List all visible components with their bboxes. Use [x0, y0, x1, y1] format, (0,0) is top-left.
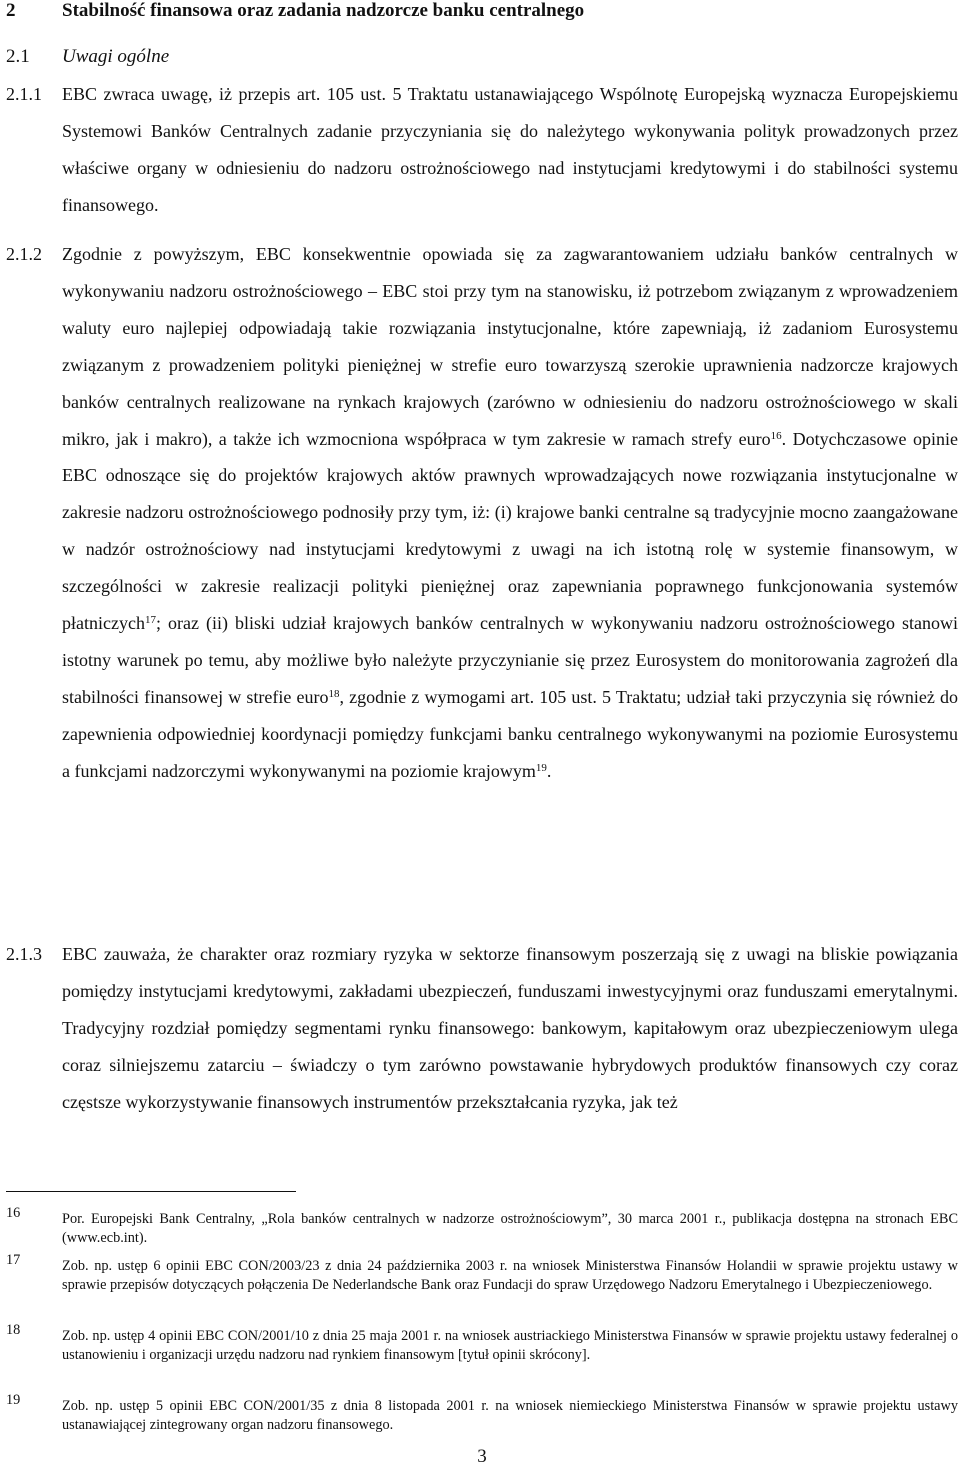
paragraph-number: 2.1.3	[6, 944, 42, 964]
footnote-18	[6, 1322, 958, 1365]
section-heading	[6, 0, 946, 24]
section-title: Stabilność finansowa oraz zadania nadzorcze banku centralnego	[62, 0, 585, 21]
footnote-ref-16[interactable]: 16	[770, 429, 782, 442]
footnote-text: Zob. np. ustęp 4 opinii EBC CON/2001/10 z dnia 25 maja 2001 r. na wniosek austriackiego Ministerstwa Finansów w sprawie projektu ustawy federalnej o ustanowieniu i organizacji urzędu nadzoru nad rynkiem finansowym [tytuł opinii skrócony].	[62, 1328, 958, 1363]
footnote-17	[6, 1252, 958, 1295]
page-number-text: 3	[477, 1446, 487, 1467]
footnote-number: 18	[6, 1322, 21, 1338]
paragraph-text-part: . Dotychczasowe opinie EBC odnoszące się do projektów krajowych aktów prawnych wprowadzających nowe rozwiązania instytucjonalne w zakresie nadzoru ostrożnościowego podnosiły przy tym, iż: (i) krajowe banki centralne są tradycyjnie mocno zaangażowane w nadzór ostrożnościowy nad instytucjami kredytowymi z uwagi na ich istotną rolę w systemie finansowym, w szczególności w zakresie realizacji polityki pieniężnej oraz zapewniania poprawnego funkcjonowania systemów płatniczych	[62, 428, 958, 634]
paragraph-text-part: ; oraz (ii) bliski udział krajowych banków centralnych w wykonywaniu nadzoru ostrożnościowego stanowi istotny warunek po temu, aby możliwe było należyte przyczynianie się przez Eurosystem do monitorowania zagrożeń dla stabilności finansowej w strefie euro	[62, 613, 958, 707]
footnote-ref-18[interactable]: 18	[328, 687, 340, 700]
footnote-ref-17[interactable]: 17	[144, 614, 156, 627]
footnote-text: Zob. np. ustęp 5 opinii EBC CON/2001/35 z dnia 8 listopada 2001 r. na wniosek niemieckiego Ministerstwa Finansów w sprawie projektu ustawy ustanawiającej zintegrowany organ nadzoru finansowego.	[62, 1398, 958, 1433]
paragraph-text: EBC zauważa, że charakter oraz rozmiary ryzyka w sektorze finansowym poszerzają się z uwagi na bliskie powiązania pomiędzy instytucjami kredytowymi, zakładami ubezpieczeń, funduszami inwestycyjnymi oraz funduszami emerytalnymi. Tradycyjny rozdział pomiędzy segmentami rynku finansowego: bankowym, kapitałowym oraz ubezpieczeniowym ulega coraz silniejszemu zatarciu – świadczy o tym zarówno powstawanie hybrydowych produktów finansowych czy coraz częstsze wykorzystywanie finansowych instrumentów przekształcania ryzyka, jak też	[62, 944, 958, 1112]
footnote-number: 17	[6, 1252, 21, 1268]
paragraph-number: 2.1.2	[6, 244, 42, 264]
paragraph-text-part: Zgodnie z powyższym, EBC konsekwentnie opowiada się za zagwarantowaniem udziału banków centralnych w wykonywaniu nadzoru ostrożnościowego – EBC stoi przy tym na stanowisku, iż potrzebom związanym z wprowadzeniem waluty euro najlepiej odpowiadają takie rozwiązania instytucjonalne, które zapewniają, iż zadaniom Eurosystemu związanym z prowadzeniem polityki pieniężnej w strefie euro towarzyszą szerokie uprawnienia nadzorcze krajowych banków centralnych realizowane na rynkach krajowych (zarówno w odniesieniu do nadzoru ostrożnościowego w skali mikro, jak i makro), a także ich wzmocniona współpraca w tym zakresie w ramach strefy euro	[62, 244, 958, 449]
paragraph-2-1-1	[6, 76, 958, 224]
paragraph-2-1-2	[6, 236, 958, 790]
paragraph-text-part: , zgodnie z wymogami art. 105 ust. 5 Traktatu; udział taki przyczynia się również do zapewnienia odpowiedniej koordynacji pomiędzy funkcjami banku centralnego wykonywanymi na poziomie Eurosystemu a funkcjami nadzorczymi wykonywanymi na poziomie krajowym	[62, 686, 958, 781]
section-number: 2	[6, 0, 16, 21]
subsection-number: 2.1	[6, 46, 30, 67]
paragraph-text: EBC zwraca uwagę, iż przepis art. 105 ust. 5 Traktatu ustanawiającego Wspólnotę Europejską wyznacza Europejskiemu Systemowi Banków Centralnych zadanie przyczyniania się do należytego wykonywania polityk prowadzonych przez właściwe organy w odniesieniu do nadzoru ostrożnościowego nad instytucjami kredytowymi i do stabilności systemu finansowego.	[62, 84, 958, 215]
paragraph-2-1-3	[6, 936, 958, 1121]
footnote-ref-19[interactable]: 19	[535, 761, 547, 774]
subsection-title: Uwagi ogólne	[62, 46, 170, 67]
paragraph-number: 2.1.1	[6, 84, 42, 104]
footnote-separator	[6, 1191, 296, 1192]
paragraph-text	[62, 236, 958, 790]
footnote-number: 16	[6, 1205, 21, 1221]
page-number	[0, 1446, 960, 1468]
footnote-number: 19	[6, 1392, 21, 1408]
paragraph-text-part: .	[546, 760, 552, 781]
footnote-19	[6, 1392, 958, 1435]
footnote-16	[6, 1205, 958, 1248]
footnote-text: Zob. np. ustęp 6 opinii EBC CON/2003/23 z dnia 24 października 2003 r. na wniosek Ministerstwa Finansów Holandii w sprawie projektu ustawy w sprawie przepisów dotyczących połączenia De Nederlandsche Bank oraz Fundacji do spraw Urzędowego Nadzoru Emerytalnego i Ubezpieczeniowego.	[62, 1258, 958, 1293]
footnote-text: Por. Europejski Bank Centralny, „Rola banków centralnych w nadzorze ostrożnościowym”, 30 marca 2001 r., publikacja dostępna na stronach EBC (www.ecb.int).	[62, 1211, 958, 1246]
subsection-heading	[6, 44, 946, 70]
